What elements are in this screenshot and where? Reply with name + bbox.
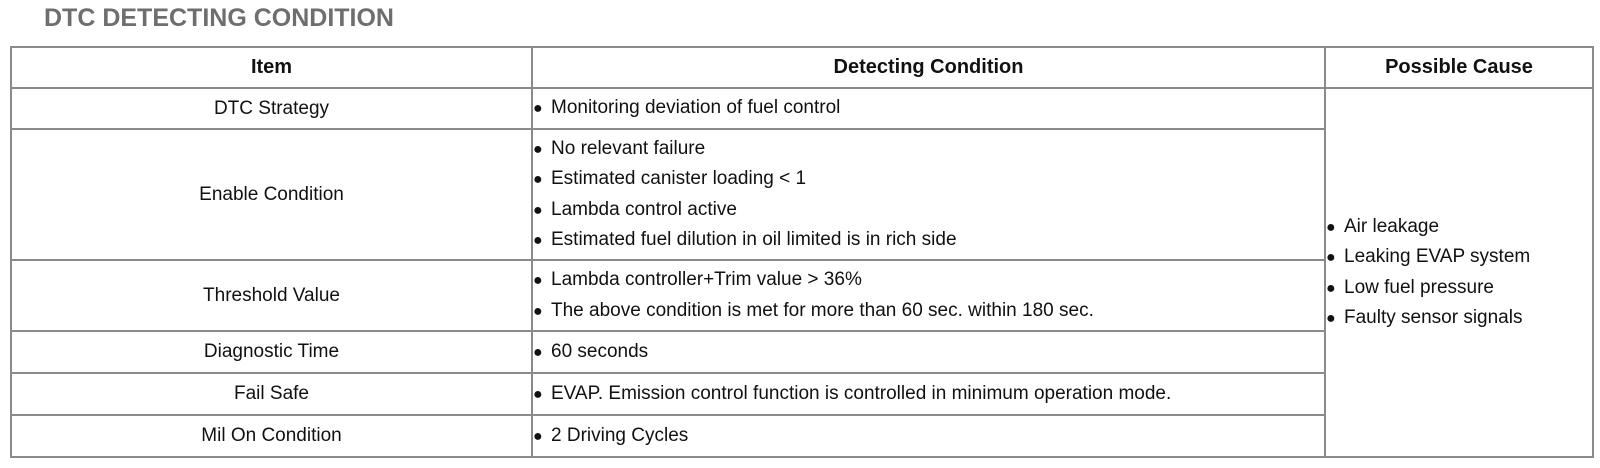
dtc-detecting-condition-table [10,46,1594,458]
column-header-detecting-condition: Detecting Condition [532,47,1325,88]
bullet-icon: ● [533,343,543,361]
section-title: DTC DETECTING CONDITION [44,4,394,32]
condition-line [533,225,1324,256]
condition-line [533,93,1324,124]
item-cell: Threshold Value [11,260,532,331]
condition-cell [532,260,1325,331]
possible-cause-cell [1325,88,1593,457]
condition-text: EVAP. Emission control function is controlled in minimum operation mode. [551,382,1172,404]
condition-text: Estimated canister loading < 1 [551,168,807,189]
bullet-icon: ● [533,201,543,219]
condition-cell [532,415,1325,457]
condition-line [533,164,1324,195]
condition-line [533,337,1324,368]
item-cell: DTC Strategy [11,88,532,129]
condition-text: Lambda control active [551,198,737,220]
cause-line [1326,303,1592,334]
table-row [11,88,1593,129]
condition-line [533,134,1324,165]
item-cell: Mil On Condition [11,415,532,457]
cause-text: Air leakage [1344,215,1440,237]
condition-text: The above condition is met for more than 60 sec. within 180 sec. [551,299,1094,321]
cause-text: Leaking EVAP system [1344,246,1531,267]
condition-cell [532,129,1325,260]
condition-line [533,421,1324,452]
cause-line [1326,242,1592,273]
table-header-row [11,47,1593,88]
column-header-possible-cause: Possible Cause [1325,47,1593,88]
bullet-icon: ● [1326,249,1336,266]
bullet-icon: ● [533,232,543,249]
cause-text: Faulty sensor signals [1344,307,1523,328]
bullet-icon: ● [533,140,543,158]
bullet-icon: ● [533,427,543,445]
condition-text: Estimated fuel dilution in oil limited is in rich side [551,229,957,250]
bullet-icon: ● [533,302,543,320]
condition-cell [532,88,1325,129]
condition-cell [532,331,1325,373]
cause-line [1326,212,1592,243]
cause-line [1326,273,1592,304]
condition-line [533,296,1324,327]
bullet-icon: ● [1326,310,1336,327]
item-cell: Diagnostic Time [11,331,532,373]
condition-cell [532,373,1325,415]
condition-line [533,265,1324,296]
item-cell: Fail Safe [11,373,532,415]
column-header-item: Item [11,47,532,88]
condition-line [533,379,1324,410]
bullet-icon: ● [533,171,543,188]
bullet-icon: ● [1326,218,1336,236]
condition-text: 60 seconds [551,340,649,362]
bullet-icon: ● [1326,279,1336,297]
condition-text: 2 Driving Cycles [551,424,689,446]
bullet-icon: ● [533,272,543,289]
condition-line [533,195,1324,226]
condition-text: Monitoring deviation of fuel control [551,97,841,119]
condition-text: Lambda controller+Trim value > 36% [551,269,862,290]
cause-text: Low fuel pressure [1344,276,1494,298]
bullet-icon: ● [533,385,543,403]
bullet-icon: ● [533,100,543,118]
item-cell: Enable Condition [11,129,532,260]
condition-text: No relevant failure [551,137,706,159]
